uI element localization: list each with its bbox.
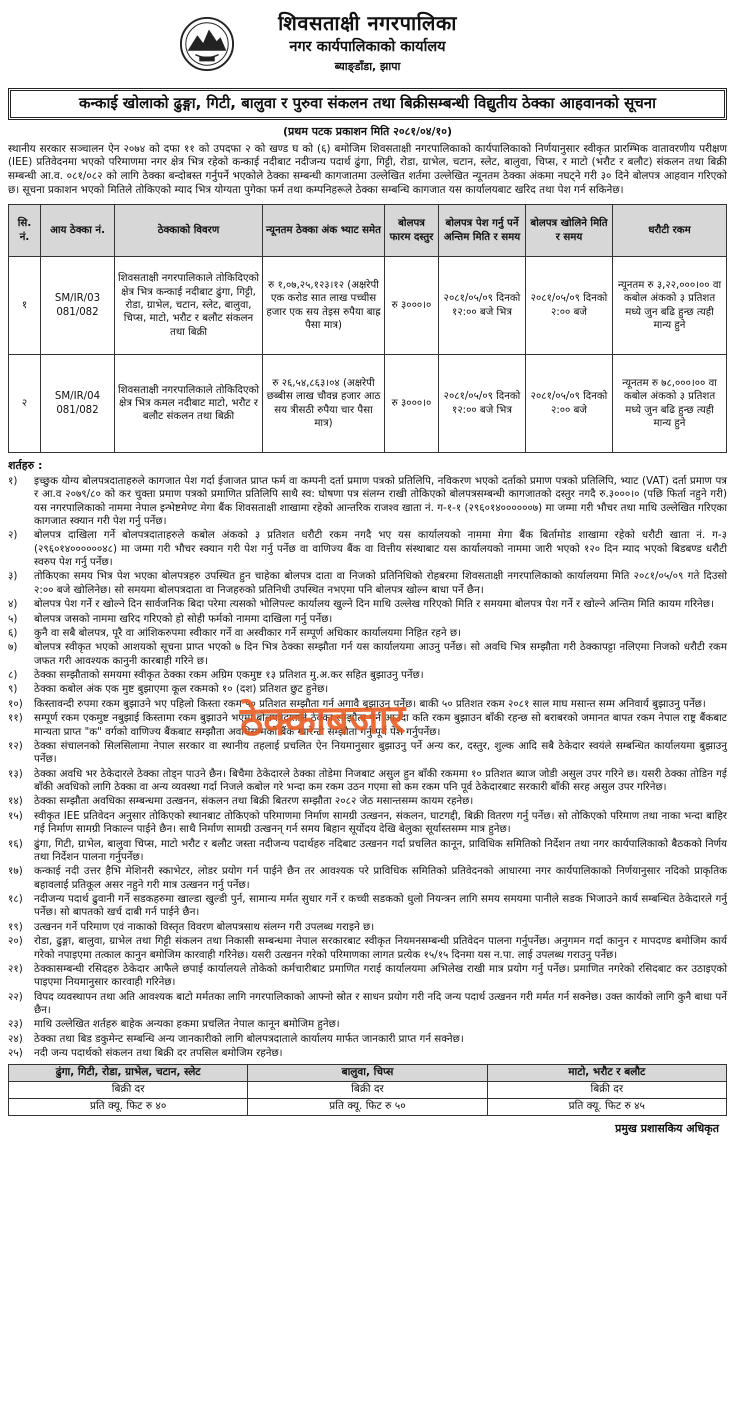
cell-deadline: २०८१/०५/०९ दिनको १२:०० बजे भित्र bbox=[439, 257, 526, 355]
condition-item bbox=[8, 768, 727, 795]
cell-code: SM/IR/04 081/082 bbox=[41, 355, 115, 453]
condition-text: उत्खनन गर्ने परिमाण एवं नाकाको विस्तृत विवरण बोलपत्रसाथ संलग्न गरी उपलब्ध गराइने छ। bbox=[34, 920, 375, 933]
col-min-amount: न्यूनतम ठेक्का अंक भ्याट समेत bbox=[263, 205, 385, 257]
conditions-list bbox=[8, 475, 727, 1061]
condition-number: १५) bbox=[8, 809, 23, 822]
condition-text: सम्पूर्ण रकम एकमुष्ट नबुझाई किस्तामा रकम बुझाउने भएमा बोलपत्रदाताले ठेक्का सम्झौता गर्न आउदा कति रकम बुझाउन बाँकी रहन्छ सो बराबरको जमानत बापत रकम नेपाल राष्ट्र बैंकबाट मान्यता प्राप्त "क" वर्गको वाणिज्य बैंकबाट सम्झौता अवधिसम्मको बैंक ग्यारेन्टी सम्झौता गर्नु पूर्व पेश गर्नुपर्नेछ। bbox=[34, 712, 727, 738]
condition-text: कन्काई नदी उत्तर हैभि मेशिनरी स्काभेटर, लोडर प्रयोग गर्न पाईने छैन तर आवश्यक परे प्राविधिक समितिको प्रतिवेदनको आधारमा नगर कार्यपालिकाको निर्णयानुसार नदिको प्राकृतिक बहावलाई प्रतिकूल असर नहुने गरी मात्र उत्खनन गर्नु पर्नेछ। bbox=[34, 865, 727, 891]
condition-number: ४) bbox=[8, 598, 18, 611]
rate-value-soil: प्रति क्यू. फिट रु ४५ bbox=[487, 1098, 726, 1115]
condition-number: ३) bbox=[8, 570, 18, 583]
condition-text: विपद व्यवस्थापन तथा अति आवश्यक बाटो मर्मतका लागि नगरपालिकाको आफ्नो स्रोत र साधन प्रयोग गरी नदि जन्य पदार्थ उत्खनन गरी मर्मत गर्न सक्नेछ। उक्त कार्यको लागि कुनै बाधा पर्ने छैन। bbox=[34, 990, 727, 1017]
condition-text: रोडा, ढुङ्गा, बालुवा, ग्राभेल तथा गिट्टी संकलन तथा निकासी सम्बन्धमा नेपाल सरकारबाट स्वीकृत नियमनसम्बन्धी प्रतिवेदन पालना गर्नुपर्नेछ। अनुगमन गर्दा कानुन र मापदण्ड बमोजिम कार्य गरेको नपाइएमा तत्काल कानुन बमोजिम कारवाही गरिनेछ। यसरी उत्खनन गरेको परिमाणका लागत प्रत्येक १५/१५ दिनमा यस न.पा. लाई उपलब्ध गराउनु पर्नेछ। bbox=[34, 935, 727, 961]
condition-number: २१) bbox=[8, 962, 23, 975]
condition-item bbox=[8, 921, 727, 934]
watermark-logo bbox=[240, 694, 406, 750]
condition-number: २०) bbox=[8, 935, 23, 948]
condition-number: २३) bbox=[8, 1018, 23, 1031]
condition-item bbox=[8, 669, 727, 682]
condition-number: २२) bbox=[8, 990, 23, 1003]
cell-deposit: न्यूनतम रु ३,२२,०००।०० वा कबोल अंकको ३ प्रतिशत मध्ये जुन बढि हुन्छ त्यही मान्य हुने bbox=[613, 257, 727, 355]
col-description: ठेक्काको विवरण bbox=[115, 205, 263, 257]
condition-number: ७) bbox=[8, 641, 18, 654]
condition-number: १६) bbox=[8, 837, 23, 850]
col-sn: सि. नं. bbox=[9, 205, 41, 257]
rate-category-soil: माटो, भरौट र बलौट bbox=[487, 1064, 726, 1081]
condition-text: ठेक्कासम्बन्धी रसिदहरु ठेकेदार आफैले छपाई कार्यालयले तोकेको कर्मचारीबाट प्रमाणित गराई कार्यालयमा अभिलेख राखी मात्र प्रयोग गर्नु पर्नेछ। प्रमाणित नगरेको रसिदबाट कर उठाइएको पाइएमा नियमानुसार कारवाही गरिनेछ। bbox=[34, 962, 727, 989]
office-name: नगर कार्यपालिकाको कार्यालय bbox=[289, 39, 446, 56]
condition-item bbox=[8, 963, 727, 990]
condition-item bbox=[8, 1047, 727, 1060]
office-address: ब्याङ्डाँडा, झापा bbox=[334, 59, 401, 73]
condition-text: ठेक्का सम्झौताको समयमा स्वीकृत ठेक्का रकम अग्रिम एकमुष्ट १३ प्रतिशत मु.अ.कर सहित बुझाउनु पर्नेछ। bbox=[34, 669, 424, 682]
condition-number: ८) bbox=[8, 669, 18, 682]
condition-text: तोकिएका समय भित्र पेश भएका बोलपत्रहरु उपस्थित हुन चाहेका बोलपत्र दाता वा निजको प्रतिनिधिको रोहबरमा शिवसताक्षी नगरपालिकाको कार्यालयमा मिति २०८१/०५/०९ गते दिउसो २:०० बजे खोलिनेछ। सो समयमा बोलपत्रदाता वा निजहरुको प्रतिनिधी उपस्थित नभएमा पनि बोलपत्र खोल्न बाधा पर्ने छैन। bbox=[34, 570, 727, 596]
rate-value-sand: प्रति क्यू. फिट रु ५० bbox=[248, 1098, 487, 1115]
condition-number: ११) bbox=[8, 712, 23, 725]
condition-item bbox=[8, 865, 727, 892]
rate-category-sand: बालुवा, चिप्स bbox=[248, 1064, 487, 1081]
condition-text: ढुंगा, गिटी, ग्राभेल, बालुवा चिप्स, माटो भरौट र बलौट जस्ता नदीजन्य पदार्थहरु नदिबाट उत्खनन गर्दा प्रचलित कानून, प्राविधिक समितिको निर्देशन तथा नगर कार्यपालिकाको बैठकको निर्णय तथा निर्देशन पालना गर्नुपर्नेछ। bbox=[34, 837, 727, 863]
condition-item bbox=[8, 613, 727, 626]
condition-number: १३) bbox=[8, 767, 23, 780]
signoff: प्रमुख प्रशासकिय अधिकृत bbox=[615, 1121, 719, 1135]
condition-item bbox=[8, 810, 727, 837]
condition-item bbox=[8, 991, 727, 1018]
condition-number: १) bbox=[8, 474, 18, 487]
table-row bbox=[9, 257, 727, 355]
rate-label: बिक्री दर bbox=[248, 1081, 487, 1098]
cell-deadline: २०८१/०५/०९ दिनको १२:०० बजे भित्र bbox=[439, 355, 526, 453]
condition-item bbox=[8, 935, 727, 962]
condition-number: १२) bbox=[8, 739, 23, 752]
rate-value-stone: प्रति क्यू. फिट रु ४० bbox=[9, 1098, 248, 1115]
condition-text: ठेक्का संचालनको सिलसिलामा नेपाल सरकार वा स्थानीय तहलाई प्रचलित ऐन नियमानुसार बुझाउनु पर्ने अन्य कर, दस्तुर, शुल्क आदि सबै ठेकेदार स्वयंले सम्बन्धित कार्यालयमा बुझाउनु पर्नेछ। bbox=[34, 739, 727, 766]
condition-item bbox=[8, 838, 727, 865]
condition-text: ठेक्का कबोल अंक एक मुष्ट बुझाएमा कूल रकमको १० (दश) प्रतिशत छुट हुनेछ। bbox=[34, 683, 329, 696]
condition-text: बोलपत्र जसको नाममा खरिद गरिएको हो सोही फर्मको नाममा दाखिला गर्नु पर्नेछ। bbox=[34, 612, 333, 625]
col-opening-date: बोलपत्र खोलिने मिति र समय bbox=[526, 205, 613, 257]
condition-item bbox=[8, 529, 727, 569]
notice-title: कन्काई खोलाको ढुङ्गा, गिटी, बालुवा र पुरुवा संकलन तथा बिक्रीसम्बन्धी विद्युतीय ठेक्का आहवानको सूचना bbox=[8, 88, 727, 120]
condition-text: बोलपत्र दाखिला गर्ने बोलपत्रदाताहरुले कबोल अंकको ३ प्रतिशत धरौटी रकम नगदै भए यस कार्यालयको नाममा मेगा बैंक बिर्तामोड शाखामा रहेको धरौटी खाता नं. ग-३ (२९६०१४००००००४८) मा जम्मा गरी भौचर स्क्यान गरी पेश गर्नु पर्नेछ वा वाणिज्य बैंक वा वित्तीय संस्थाबाट यस कार्यालयको नाममा जारी भएको १२० दिन म्याद भएको बिडबण्ड धरौटी स्वरुप पेश गर्नु पर्नेछ। bbox=[34, 529, 727, 569]
rates-header-row bbox=[9, 1064, 727, 1081]
rates-label-row bbox=[9, 1081, 727, 1098]
condition-text: इच्छुक योग्य बोलपत्रदाताहरुले कागजात पेश गर्दा ईजाजत प्राप्त फर्म वा कम्पनी दर्ता प्रमाण पत्रको प्रतिलिपि, नविकरण भएको दर्ताको प्रमाण पत्रको प्रतिलिपि, भ्याट (VAT) दर्ता प्रमाण पत्र र आ.व २०७९/८० को कर चुक्ता प्रमाण पत्रको प्रमाणित प्रतिलिपि साथै स्व: घोषणा पत्र संलग्न राखी तोकिएको बोलपत्रसम्बन्धी कागजातको दस्तुर नगदै रु.३०००।० (पछि फिर्ता नहुने गरी) यस नगरपालिकाको नाममा नेपाल इन्भेष्टमेण्ट मेगा बैंक शिवसताक्षी शाखामा रहेको आन्तरिक राजश्व खाता नं. ग-१-१ (२९६०१४००००००७) मा जम्मा गरी भौचर तथा माथि उल्लेखित गरिएका कागजात स्क्यान गरी पेश गर्नु पर्नेछ। bbox=[34, 474, 727, 527]
table-row bbox=[9, 355, 727, 453]
cell-amount: रु २६,५४,८६३।०४ (अक्षरेपी छब्बीस लाख चौवन्न हजार आठ सय त्रीसठी रुपैया चार पैसा मात्र) bbox=[263, 355, 385, 453]
condition-number: ९) bbox=[8, 683, 18, 696]
condition-item bbox=[8, 627, 727, 640]
condition-item bbox=[8, 1033, 727, 1046]
cell-description: शिवसताक्षी नगरपालिकाले तोकिदिएको क्षेत्र भित्र कमल नदीबाट माटो, भरौट र बलौट संकलन तथा बिक्री bbox=[115, 355, 263, 453]
cell-amount: रु १,०७,२५,१२३।१२ (अक्षरेपी एक करोड सात लाख पच्चीस हजार एक सय तेइस रुपैया बाह्र पैसा मात्र) bbox=[263, 257, 385, 355]
condition-number: १४) bbox=[8, 795, 23, 808]
condition-text: कुनै वा सबै बोलपत्र, पूरै वा आंशिकरुपमा स्वीकार गर्ने वा अस्वीकार गर्ने सम्पूर्ण अधिकार कार्यालयमा निहित रहने छ। bbox=[34, 626, 461, 639]
cell-fee: रु ३०००।० bbox=[385, 355, 439, 453]
col-form-fee: बोलपत्र फारम दस्तुर bbox=[385, 205, 439, 257]
rate-category-stone: ढुंगा, गिटी, रोडा, ग्राभेल, चटान, स्लेट bbox=[9, 1064, 248, 1081]
condition-text: ठेक्का तथा बिड डकुमेन्ट सम्बन्धि अन्य जानकारीको लागि बोलपत्रदाताले कार्यालय मार्फत जानकारी प्राप्त गर्न सक्नेछ। bbox=[34, 1032, 464, 1045]
cell-sn: २ bbox=[9, 355, 41, 453]
condition-number: १७) bbox=[8, 865, 23, 878]
condition-number: १९) bbox=[8, 920, 23, 933]
municipality-name: शिवसताक्षी नगरपालिका bbox=[278, 11, 457, 35]
cell-sn: १ bbox=[9, 257, 41, 355]
publication-date: (प्रथम पटक प्रकाशन मिति २०८१/०४/१०) bbox=[283, 125, 452, 138]
condition-item bbox=[8, 893, 727, 920]
condition-number: २५) bbox=[8, 1047, 23, 1060]
government-emblem-icon bbox=[178, 16, 236, 72]
cell-opening: २०८१/०५/०९ दिनको २:०० बजे bbox=[526, 257, 613, 355]
condition-item bbox=[8, 795, 727, 808]
condition-text: नदीजन्य पदार्थ ढुवानी गर्ने सडकहरुमा खाल्डा खुल्डी पुर्न, सामान्य मर्मत सुधार गर्ने र कच्ची सडकको धुलो नियन्त्रन लागि समय समयमा पानीले सडक भिजाउने कार्य सम्बन्धित ठेकेदारले गर्नु पर्नेछ। सो बापतको खर्च दाबी गर्न पाईने छैन। bbox=[34, 893, 727, 919]
col-code: आय ठेक्का नं. bbox=[41, 205, 115, 257]
cell-deposit: न्यूनतम रु ७८,०००।०० वा कबोल अंकको ३ प्रतिशत मध्ये जुन बढि हुन्छ त्यही मान्य हुने bbox=[613, 355, 727, 453]
condition-text: ठेक्का सम्झौता अवधिका सम्बन्धमा उत्खनन, संकलन तथा बिक्री बितरण सम्झौता २०८२ जेठ मसान्तसम्म कायम रहनेछ। bbox=[34, 795, 474, 808]
cell-opening: २०८१/०५/०९ दिनको २:०० बजे bbox=[526, 355, 613, 453]
rates-value-row bbox=[9, 1098, 727, 1115]
col-deposit: धरौटी रकम bbox=[613, 205, 727, 257]
letterhead bbox=[8, 10, 727, 80]
tender-table bbox=[8, 204, 727, 453]
condition-number: १०) bbox=[8, 697, 23, 710]
condition-number: २) bbox=[8, 529, 18, 542]
rate-label: बिक्री दर bbox=[9, 1081, 248, 1098]
conditions-heading: शर्तहरु : bbox=[8, 459, 43, 473]
cell-description: शिवसताक्षी नगरपालिकाले तोकिदिएको क्षेत्र भित्र कन्काई नदीबाट ढुंगा, गिट्टी, रोडा, ग्राभेल, चटान, स्लेट, बालुवा, चिप्स, माटो, भरौट र बलौट संकलन तथा बिक्री bbox=[115, 257, 263, 355]
cell-code: SM/IR/03 081/082 bbox=[41, 257, 115, 355]
condition-text: नदी जन्य पदार्थको संकलन तथा बिक्री दर तपसिल बमोजिम रहनेछ। bbox=[34, 1047, 283, 1060]
condition-number: १८) bbox=[8, 893, 23, 906]
watermark-part1: ठेक्का bbox=[239, 697, 327, 746]
intro-paragraph: स्थानीय सरकार सञ्चालन ऐन २०७४ को दफा ११ को उपदफा २ को खण्ड घ को (६) बमोजिम शिवसताक्षी नगरपालिकाको कार्यपालिकाको निर्णयानुसार स्वीकृत प्रारम्भिक वातावरणीय परीक्षण (IEE) प्रतिवेदनमा भएको परिमाणमा नगर क्षेत्र भित्र रहेको कन्काई नदीबाट नदीजन्य पदार्थ ढुंगा, गिट्टी, रोडा, ग्राभेल, चटान, स्लेट, बालुवा, चिप्स, र माटो (भरौट र बलौट) संकलन तथा बिक्री सम्बन्धी आ.व. ०८१/०८२ को लागि ठेक्का बन्दोबस्त गर्नुपर्ने भएकोले ठेक्का सम्बन्धी कागजातमा उल्लेखित शर्तमा उल्लेखित न्यूनतम ठेक्का अंकमा नघट्ने गरी ३० दिने बोलपत्र आहवान गरिएको छ। सूचना प्रकाशन भएको मितिले तोकिएको म्याद भित्र योग्यता पुगेका फर्म तथा कम्पनिहरूले ठेक्का सम्बन्धि कागजात यस कार्यालयबाट खरिद तथा पेश गर्न सकिनेछ। bbox=[8, 142, 727, 197]
cell-fee: रु ३०००।० bbox=[385, 257, 439, 355]
table-header-row bbox=[9, 205, 727, 257]
watermark-part2: बजार bbox=[325, 696, 406, 744]
condition-number: ६) bbox=[8, 626, 18, 639]
condition-text: स्वीकृत IEE प्रतिवेदन अनुसार तोकिएको स्थानबाट तोकिएको परिमाणमा निर्माण सामग्री उत्खनन, संकलन, घाटगद्दी, बिक्री वितरण गर्नु पर्नेछ। सो तोकिएको परिमाण तथा नाका भन्दा बाहिर गई निर्माण सामग्री निकाल्न पाईने छैन। साथै निर्माण सामग्री उत्खनन् गर्न समय बिहान सूर्योदय देखि बेलुका सूर्यास्तसम्म मात्र हुनेछ। bbox=[34, 809, 727, 836]
col-submission-deadline: बोलपत्र पेश गर्नु पर्ने अन्तिम मिति र समय bbox=[439, 205, 526, 257]
condition-item bbox=[8, 570, 727, 597]
condition-text: बोलपत्र पेश गर्ने र खोल्ने दिन सार्वजनिक बिदा परेमा त्यसको भोलिपल्ट कार्यालय खुल्ने दिन माथि उल्लेख गरिएको मिति र समयमा बोलपत्र पेश गर्ने र खोल्ने अन्तिम मिति कायम गरिनेछ। bbox=[34, 598, 714, 611]
condition-text: किस्तावन्दी रुपमा रकम बुझाउने भए पहिलो किस्ता रकम ५० प्रतिशत सम्झौता गर्न अगावै बुझाउनु पर्नेछ। बाकी ५० प्रतिशत रकम २०८१ साल माघ मसान्त सम्म अनिवार्य बुझाउनु पर्नेछ। bbox=[34, 697, 706, 710]
condition-text: बोलपत्र स्वीकृत भएको आशयको सूचना प्राप्त भएको ७ दिन भित्र ठेक्का सम्झौता गर्न यस कार्यालयमा आउनु पर्नेछ। सो अवधि भित्र सम्झौता गरी ठेक्कापट्टा नलिएमा निजको धरौटी रकम जफत गरी आवश्यक कानुनी कारबाही गरिने छ। bbox=[34, 641, 727, 667]
condition-item bbox=[8, 475, 727, 529]
condition-item bbox=[8, 598, 727, 611]
condition-text: माथि उल्लेखित शर्तहरु बाहेक अन्यका हकमा प्रचलित नेपाल कानून बमोजिम हुनेछ। bbox=[34, 1018, 340, 1031]
condition-item bbox=[8, 1018, 727, 1031]
rates-table bbox=[8, 1064, 727, 1116]
condition-number: ५) bbox=[8, 612, 18, 625]
condition-text: ठेक्का अवधि भर ठेकेदारले ठेक्का तोड्न पाउने छैन। बिचैमा ठेकेदारले ठेक्का तोडेमा निजबाट असुल हुन बाँकी रकममा १० प्रतिशत ब्याज जोडी असुल उपर गरिने छ। यसरी ठेक्का तोडिन गई बाँकी अवधिको लागि ठेक्का वा अन्य व्यवस्था गर्दा निजले कबोल गरे भन्दा कम रकम उठन गएमा सो कम रकम पनि पूर्व ठेकेदारबाट सरकारी बाँकी सरह असुल उपर गरिनेछ। bbox=[34, 767, 727, 794]
condition-item bbox=[8, 641, 727, 668]
rate-label: बिक्री दर bbox=[487, 1081, 726, 1098]
condition-number: २४) bbox=[8, 1032, 23, 1045]
